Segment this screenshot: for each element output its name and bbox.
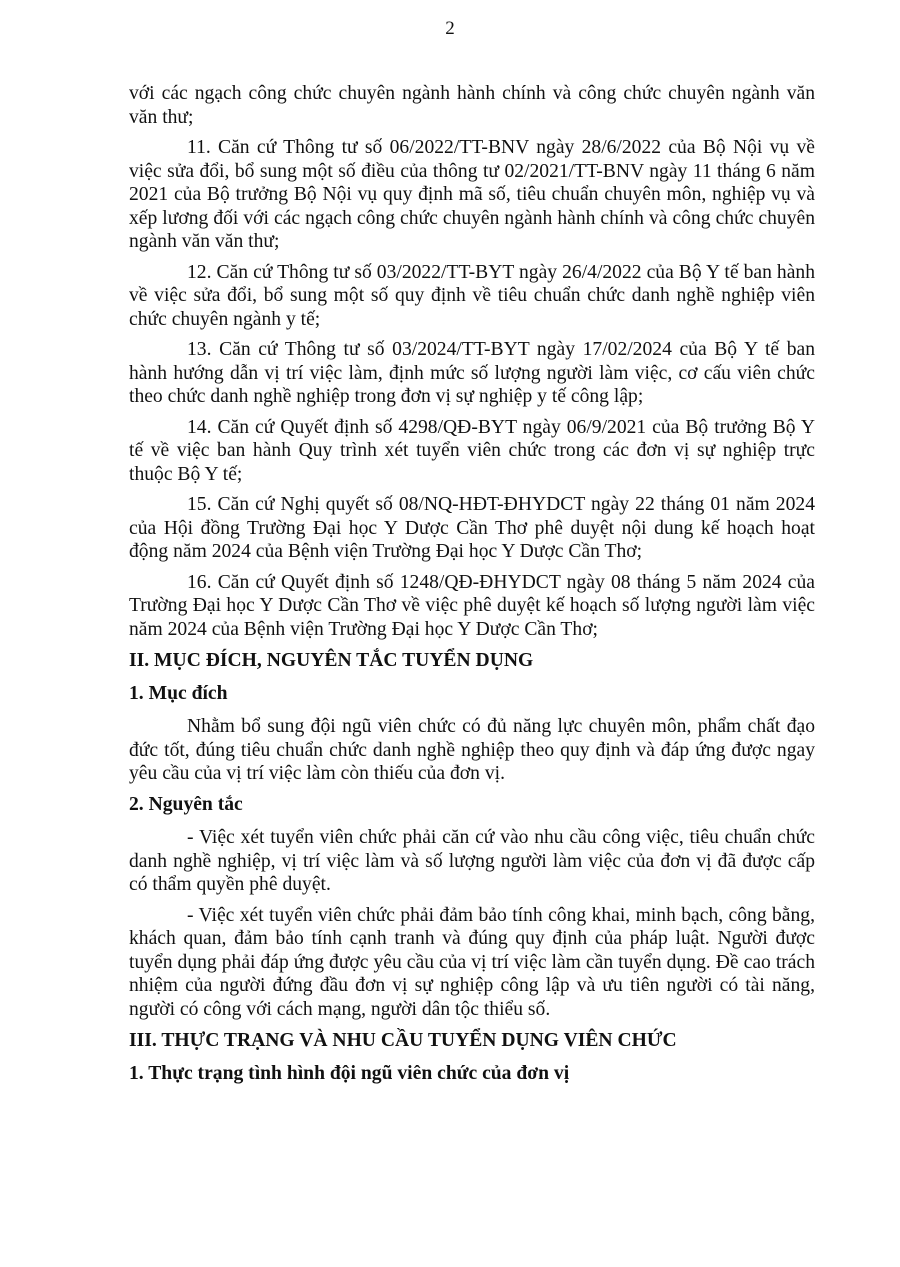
subheading-purpose: 1. Mục đích: [129, 682, 228, 704]
paragraph-principle-2: - Việc xét tuyển viên chức phải đảm bảo tính công khai, minh bạch, công bằng, khách quan, đảm bảo tính cạnh tranh và đúng quy định của pháp luật. Người được tuyển dụng phải đáp ứng được yêu cầu của vị trí việc làm cần tuyển dụng. Đề cao trách nhiệm của người đứng đầu đơn vị sự nghiệp công lập và ưu tiên người có tài năng, người có công với cách mạng, người dân tộc thiểu số.: [129, 904, 815, 1020]
paragraph-item-15: 15. Căn cứ Nghị quyết số 08/NQ-HĐT-ĐHYDCT ngày 22 tháng 01 năm 2024 của Hội đồng Trường Đại học Y Dược Cần Thơ phê duyệt nội dung kế hoạch hoạt động năm 2024 của Bệnh viện Trường Đại học Y Dược Cần Thơ;: [129, 494, 815, 562]
section-heading-current-state: III. THỰC TRẠNG VÀ NHU CẦU TUYỂN DỤNG VIÊN CHỨC: [129, 1030, 677, 1051]
paragraph-item-12: 12. Căn cứ Thông tư số 03/2022/TT-BYT ngày 26/4/2022 của Bộ Y tế ban hành về việc sửa đổi, bổ sung một số quy định về tiêu chuẩn chức danh nghề nghiệp viên chức chuyên ngành y tế;: [129, 261, 815, 330]
paragraph-item-13: 13. Căn cứ Thông tư số 03/2024/TT-BYT ngày 17/02/2024 của Bộ Y tế ban hành hướng dẫn vị trí việc làm, định mức số lượng người làm việc, cơ cấu viên chức theo chức danh nghề nghiệp trong đơn vị sự nghiệp y tế công lập;: [129, 339, 815, 407]
subheading-current-staff: 1. Thực trạng tình hình đội ngũ viên chức của đơn vị: [129, 1062, 570, 1084]
page-number: 2: [445, 18, 455, 39]
paragraph-purpose: Nhằm bổ sung đội ngũ viên chức có đủ năng lực chuyên môn, phẩm chất đạo đức tốt, đúng tiêu chuẩn chức danh nghề nghiệp theo quy định và đáp ứng được ngay yêu cầu của vị trí việc làm còn thiếu của đơn vị.: [129, 716, 815, 784]
paragraph-item-16: 16. Căn cứ Quyết định số 1248/QĐ-ĐHYDCT ngày 08 tháng 5 năm 2024 của Trường Đại học Y Dược Cần Thơ về việc phê duyệt kế hoạch số lượng người làm việc năm 2024 của Bệnh viện Trường Đại học Y Dược Cần Thơ;: [129, 571, 815, 640]
paragraph-principle-1: - Việc xét tuyển viên chức phải căn cứ vào nhu cầu công việc, tiêu chuẩn chức danh nghề nghiệp, vị trí việc làm và số lượng người làm việc của đơn vị đã được cấp có thẩm quyền phê duyệt.: [129, 827, 815, 895]
paragraph-continuation: với các ngạch công chức chuyên ngành hành chính và công chức chuyên ngành văn văn thư;: [129, 83, 815, 128]
document-body: [129, 82, 815, 1095]
paragraph-item-14: 14. Căn cứ Quyết định số 4298/QĐ-BYT ngày 06/9/2021 của Bộ trưởng Bộ Y tế về việc ban hành Quy trình xét tuyển viên chức trong các đơn vị sự nghiệp trực thuộc Bộ Y tế;: [129, 416, 815, 485]
subheading-principles: 2. Nguyên tắc: [129, 793, 243, 815]
paragraph-item-11: 11. Căn cứ Thông tư số 06/2022/TT-BNV ngày 28/6/2022 của Bộ Nội vụ về việc sửa đổi, bổ sung một số điều của thông tư 02/2021/TT-BNV ngày 11 tháng 6 năm 2021 của Bộ trưởng Bộ Nội vụ quy định mã số, tiêu chuẩn chuyên môn, nghiệp vụ và xếp lương đối với các ngạch công chức chuyên ngành hành chính và công chức chuyên ngành văn văn thư;: [129, 137, 815, 252]
section-heading-purpose-principles: II. MỤC ĐÍCH, NGUYÊN TẮC TUYỂN DỤNG: [129, 650, 534, 671]
